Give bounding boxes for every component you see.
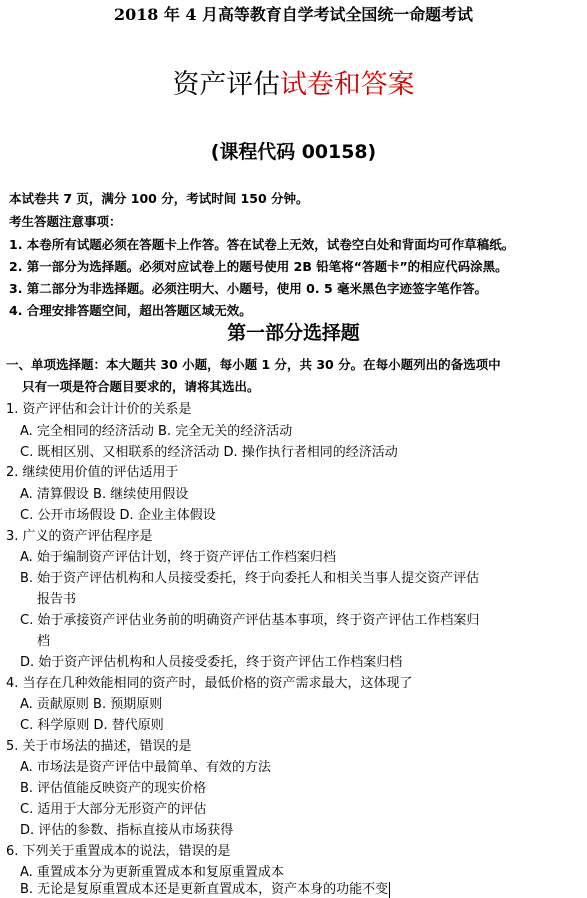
question-options: C. 公开市场假设 D. 企业主体假设 [20,508,216,523]
question-option-cont: 报告书 [37,592,77,607]
question-option: C. 始于承接资产评估业务前的明确资产评估基本事项，终于资产评估工作档案归 [20,613,480,628]
question-option: A. 市场法是资产评估中最简单、有效的方法 [20,760,271,775]
question-option-cont: 档 [37,634,51,649]
question-option: D. 评估的参数、指标直接从市场获得 [20,823,234,838]
question-stem: 1. 资产评估和会计计价的关系是 [6,402,192,417]
note-item: 3. 第二部分为非选择题。必须注明大、小题号，使用 0. 5 毫米黑色字迹签字笔作答。 [9,281,487,296]
subject-title [0,62,587,101]
question-options: C. 科学原则 D. 替代原则 [20,718,164,733]
subject-suffix: 试卷和答案 [280,69,415,100]
question-stem: 2. 继续使用价值的评估适用于 [6,465,179,480]
note-item: 2. 第一部分为选择题。必须对应试卷上的题号使用 2B 铅笔将“答题卡”的相应代码涂黑。 [9,259,508,274]
question-option: A. 重置成本分为更新重置成本和复原重置成本 [20,865,284,880]
question-option: B. 评估值能反映资产的现实价格 [20,781,207,796]
subject-name: 资产评估 [172,69,281,100]
question-stem: 3. 广义的资产评估程序是 [6,529,153,544]
exam-info: 本试卷共 7 页，满分 100 分，考试时间 150 分钟。 [9,191,309,206]
notes-title: 考生答题注意事项： [9,214,122,229]
text-cursor [389,882,390,898]
question-option: D. 始于资产评估机构和人员接受委托，终于资产评估工作档案归档 [20,655,403,670]
question-options: A. 清算假设 B. 继续使用假设 [20,487,189,502]
section-instruction: 一、单项选择题：本大题共 30 小题，每小题 1 分，共 30 分。在每小题列出的备选项中 [6,357,501,372]
exam-title: 2018 年 4 月高等教育自学考试全国统一命题考试 [114,5,473,24]
question-option: B. 始于资产评估机构和人员接受委托，终于向委托人和相关当事人提交资产评估 [20,571,480,586]
course-code: (课程代码 00158) [210,141,377,163]
note-item: 1. 本卷所有试题必须在答题卡上作答。答在试卷上无效，试卷空白处和背面均可作草稿纸。 [9,237,515,252]
question-option: B. 无论是复原重置成本还是更新直置成本，资产本身的功能不变 [20,882,389,897]
section-title: 第一部分选择题 [227,322,360,344]
note-item: 4. 合理安排答题空间，超出答题区域无效。 [9,303,252,318]
question-options: C. 既相区别、又相联系的经济活动 D. 操作执行者相同的经济活动 [20,445,398,460]
question-options: A. 贡献原则 B. 预期原则 [20,697,163,712]
question-stem: 6. 下列关于重置成本的说法，错误的是 [6,844,231,859]
section-instruction-cont: 只有一项是符合题目要求的，请将其选出。 [22,379,260,394]
question-option-row [20,878,390,898]
question-option: C. 适用于大部分无形资产的评估 [20,802,207,817]
question-stem: 5. 关于市场法的描述，错误的是 [6,739,192,754]
question-options: A. 完全相同的经济活动 B. 完全无关的经济活动 [20,424,293,439]
question-stem: 4. 当存在几种效能相同的资产时，最低价格的资产需求最大，这体现了 [6,676,413,691]
question-option: A. 始于编制资产评估计划，终于资产评估工作档案归档 [20,550,336,565]
